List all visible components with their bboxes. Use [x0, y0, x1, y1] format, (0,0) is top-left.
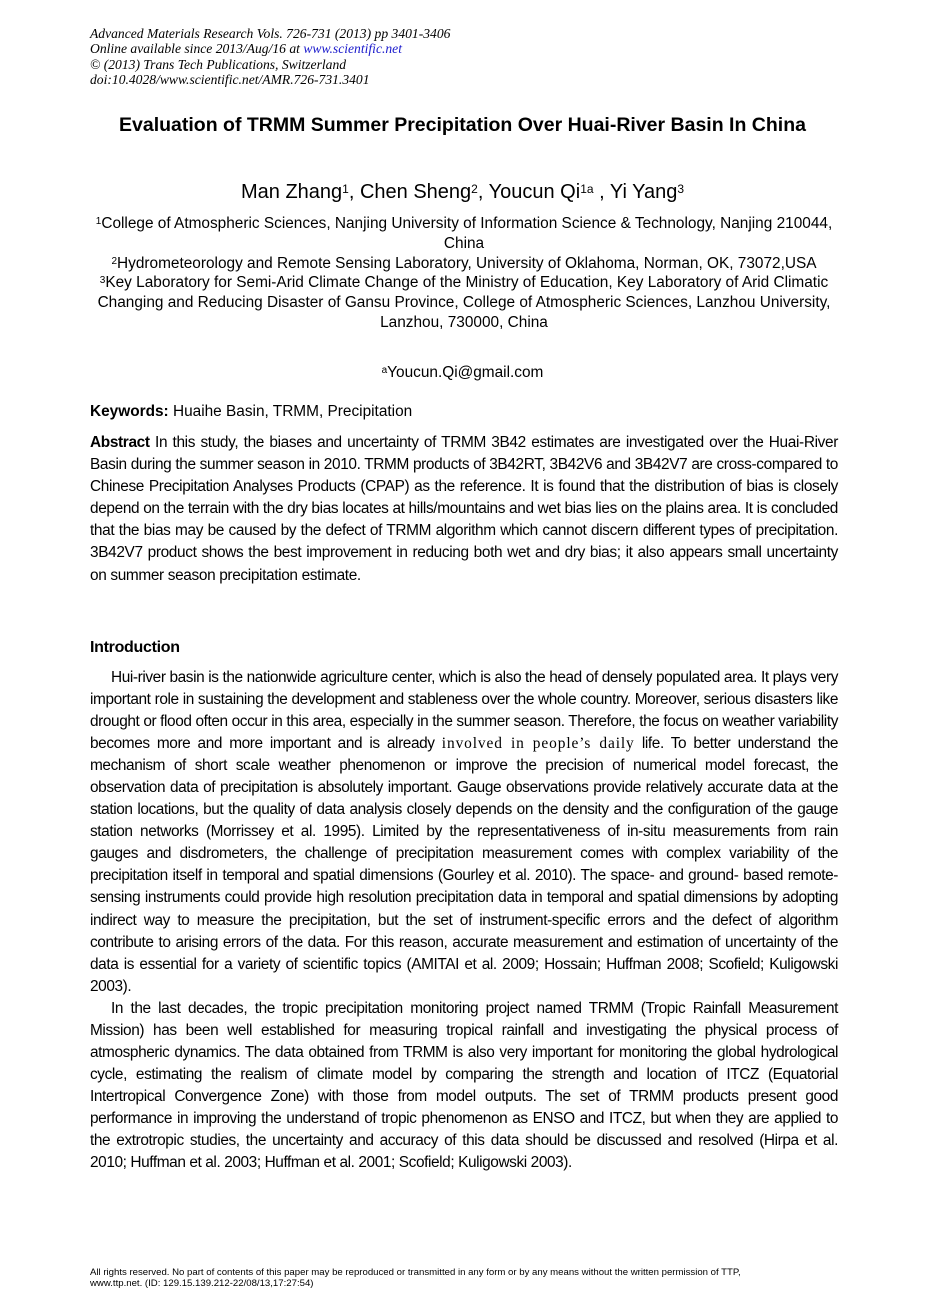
author-name: Chen Sheng: [359, 181, 472, 203]
email-mark: a: [381, 365, 388, 376]
affiliation-3: [90, 273, 838, 332]
paper-title: Evaluation of TRMM Summer Precipitation Over Huai-River Basin In China: [119, 114, 806, 136]
author-name: Yi Yang: [609, 181, 678, 203]
keywords: [90, 401, 838, 423]
copyright-footer: [90, 1267, 850, 1289]
affiliation-text: Hydrometeorology and Remote Sensing Laboratory, University of Oklahoma, Norman, OK, 73072,USA: [117, 254, 817, 272]
affiliation-text: College of Atmospheric Sciences, Nanjing University of Information Science & Technology, Nanjing 210044, China: [101, 215, 833, 252]
online-date-text: Online available since 2013/Aug/16 at: [90, 41, 304, 57]
doi-line: doi:10.4028/www.scientific.net/AMR.726-731.3401: [90, 72, 370, 88]
affiliation-mark: 2: [111, 255, 118, 267]
abstract-label: Abstract: [90, 434, 150, 451]
affiliation-text: Key Laboratory for Semi-Arid Climate Change of the Ministry of Education, Key Laboratory of Arid Climatic Changing and Reducing Disaster of Gansu Province, College of Atmospheric Sciences, Lanzhou University, Lanzhou, 730000, China: [97, 274, 831, 331]
abstract-text: In this study, the biases and uncertainty of TRMM 3B42 estimates are investigated over the Huai-River Basin during the summer season in 2010. TRMM products of 3B42RT, 3B42V6 and 3B42V7 are cross-compared to Chinese Precipitation Analyses Products (CPAP) as the reference. It is found that the distribution of bias is closely depend on the terrain with the dry bias locates at hills/mountains and wet bias lies on the plains area. It is concluded that the bias may be caused by the defect of TRMM algorithm which cannot discern different types of precipitation. 3B42V7 product shows the best improvement in reducing both wet and dry bias; it also appears small uncertainty on summer season precipitation estimate.: [90, 434, 838, 584]
footer-line-1: All rights reserved. No part of contents of this paper may be reproduced or transmitted in any form or by any means without the written permission of TTP,: [90, 1267, 741, 1278]
intro-paragraph-1: [90, 667, 838, 998]
abstract: [90, 432, 838, 587]
intro-paragraph-2: In the last decades, the tropic precipitation monitoring project named TRMM (Tropic Rainfall Measurement Mission) has been well established for measuring tropical rainfall and investigating the physical process of atmospheric dynamics. The data obtained from TRMM is also very important for monitoring the global hydrological cycle, estimating the realism of climate model by comparing the strength and location of ITCZ (Equatorial Intertropical Convergence Zone) with those from model outputs. The set of TRMM products present good performance in improving the understand of tropic phenomenon as ENSO and ITCZ, but when they are applied to the extrotropic studies, the uncertainty and accuracy of this data should be discussed and resolved (Hirpa et al. 2010; Huffman et al. 2003; Huffman et al. 2001; Scofield; Kuligowski 2003).: [90, 999, 838, 1172]
online-date-line: [90, 41, 690, 56]
journal-line: Advanced Materials Research Vols. 726-731 (2013) pp 3401-3406: [90, 26, 451, 41]
author-separator: ,: [348, 181, 360, 203]
footer-line-2: www.ttp.net. (ID: 129.15.139.212-22/08/13,17:27:54): [90, 1278, 314, 1289]
author-affiliation-mark: 1: [342, 182, 349, 196]
section-heading-introduction: Introduction: [90, 639, 180, 656]
publication-info: [90, 26, 690, 88]
author-name: Man Zhang: [240, 181, 343, 203]
introduction-body: [90, 667, 838, 1174]
author-affiliation-mark: 3: [677, 182, 685, 196]
intro-p1-serif-text: involved in people’s daily: [441, 735, 635, 753]
author-separator: ,: [593, 181, 610, 203]
author-affiliation-mark: 1a: [580, 182, 594, 196]
author-list: [90, 178, 835, 206]
author-affiliation-mark: 2: [471, 182, 478, 196]
publisher-link[interactable]: www.scientific.net: [303, 41, 402, 57]
intro-p1-text-b: life. To better understand the mechanism of short scale weather phenomenon or improve the precision of numerical model forecast, the observation data of precipitation is absolutely important. Gauge observations provide relatively accurate data at the station locations, but the quality of data analysis closely depends on the density and the configuration of the gauge station networks (Morrissey et al. 1995). Limited by the representativeness of in-situ measurements from rain gauges and disdrometers, the challenge of precipitation measurement comes with complex variability of the precipitation itself in temporal and spatial dimensions (Gourley et al. 2010). The space- and ground- based remote-sensing instruments could provide high resolution precipitation data in temporal and spatial dimensions by adopting indirect way to measure the precipitation, but the set of instrument-specific errors and the defect of algorithm contribute to arising errors of the data. For this reason, accurate measurement and estimation of uncertainty of the data is essential for a variety of scientific topics (AMITAI et al. 2009; Hossain; Huffman 2008; Scofield; Kuligowski 2003).: [90, 735, 839, 995]
keywords-text: Huaihe Basin, TRMM, Precipitation: [172, 403, 413, 420]
email-address[interactable]: Youcun.Qi@gmail.com: [387, 364, 544, 381]
keywords-label: Keywords:: [90, 403, 169, 420]
corresponding-email: [90, 362, 835, 384]
affiliations: [90, 214, 838, 333]
affiliation-mark: 3: [99, 275, 106, 287]
copyright-line: © (2013) Trans Tech Publications, Switzerland: [90, 56, 347, 72]
affiliation-mark: 1: [95, 216, 102, 227]
affiliation-1: [90, 214, 838, 254]
author-separator: ,: [477, 181, 489, 203]
author-name: Youcun Qi: [488, 181, 581, 203]
intro-p1-text-a: Hui-river basin is the nationwide agriculture center, which is also the head of densely populated area. It plays very important role in sustaining the development and stableness over the whole country. Moreover, serious disasters like drought or flood often occur in this area, especially in the summer season. Therefore, the focus on weather variability becomes more and more important and is already: [90, 669, 838, 753]
affiliation-2: [90, 254, 838, 274]
